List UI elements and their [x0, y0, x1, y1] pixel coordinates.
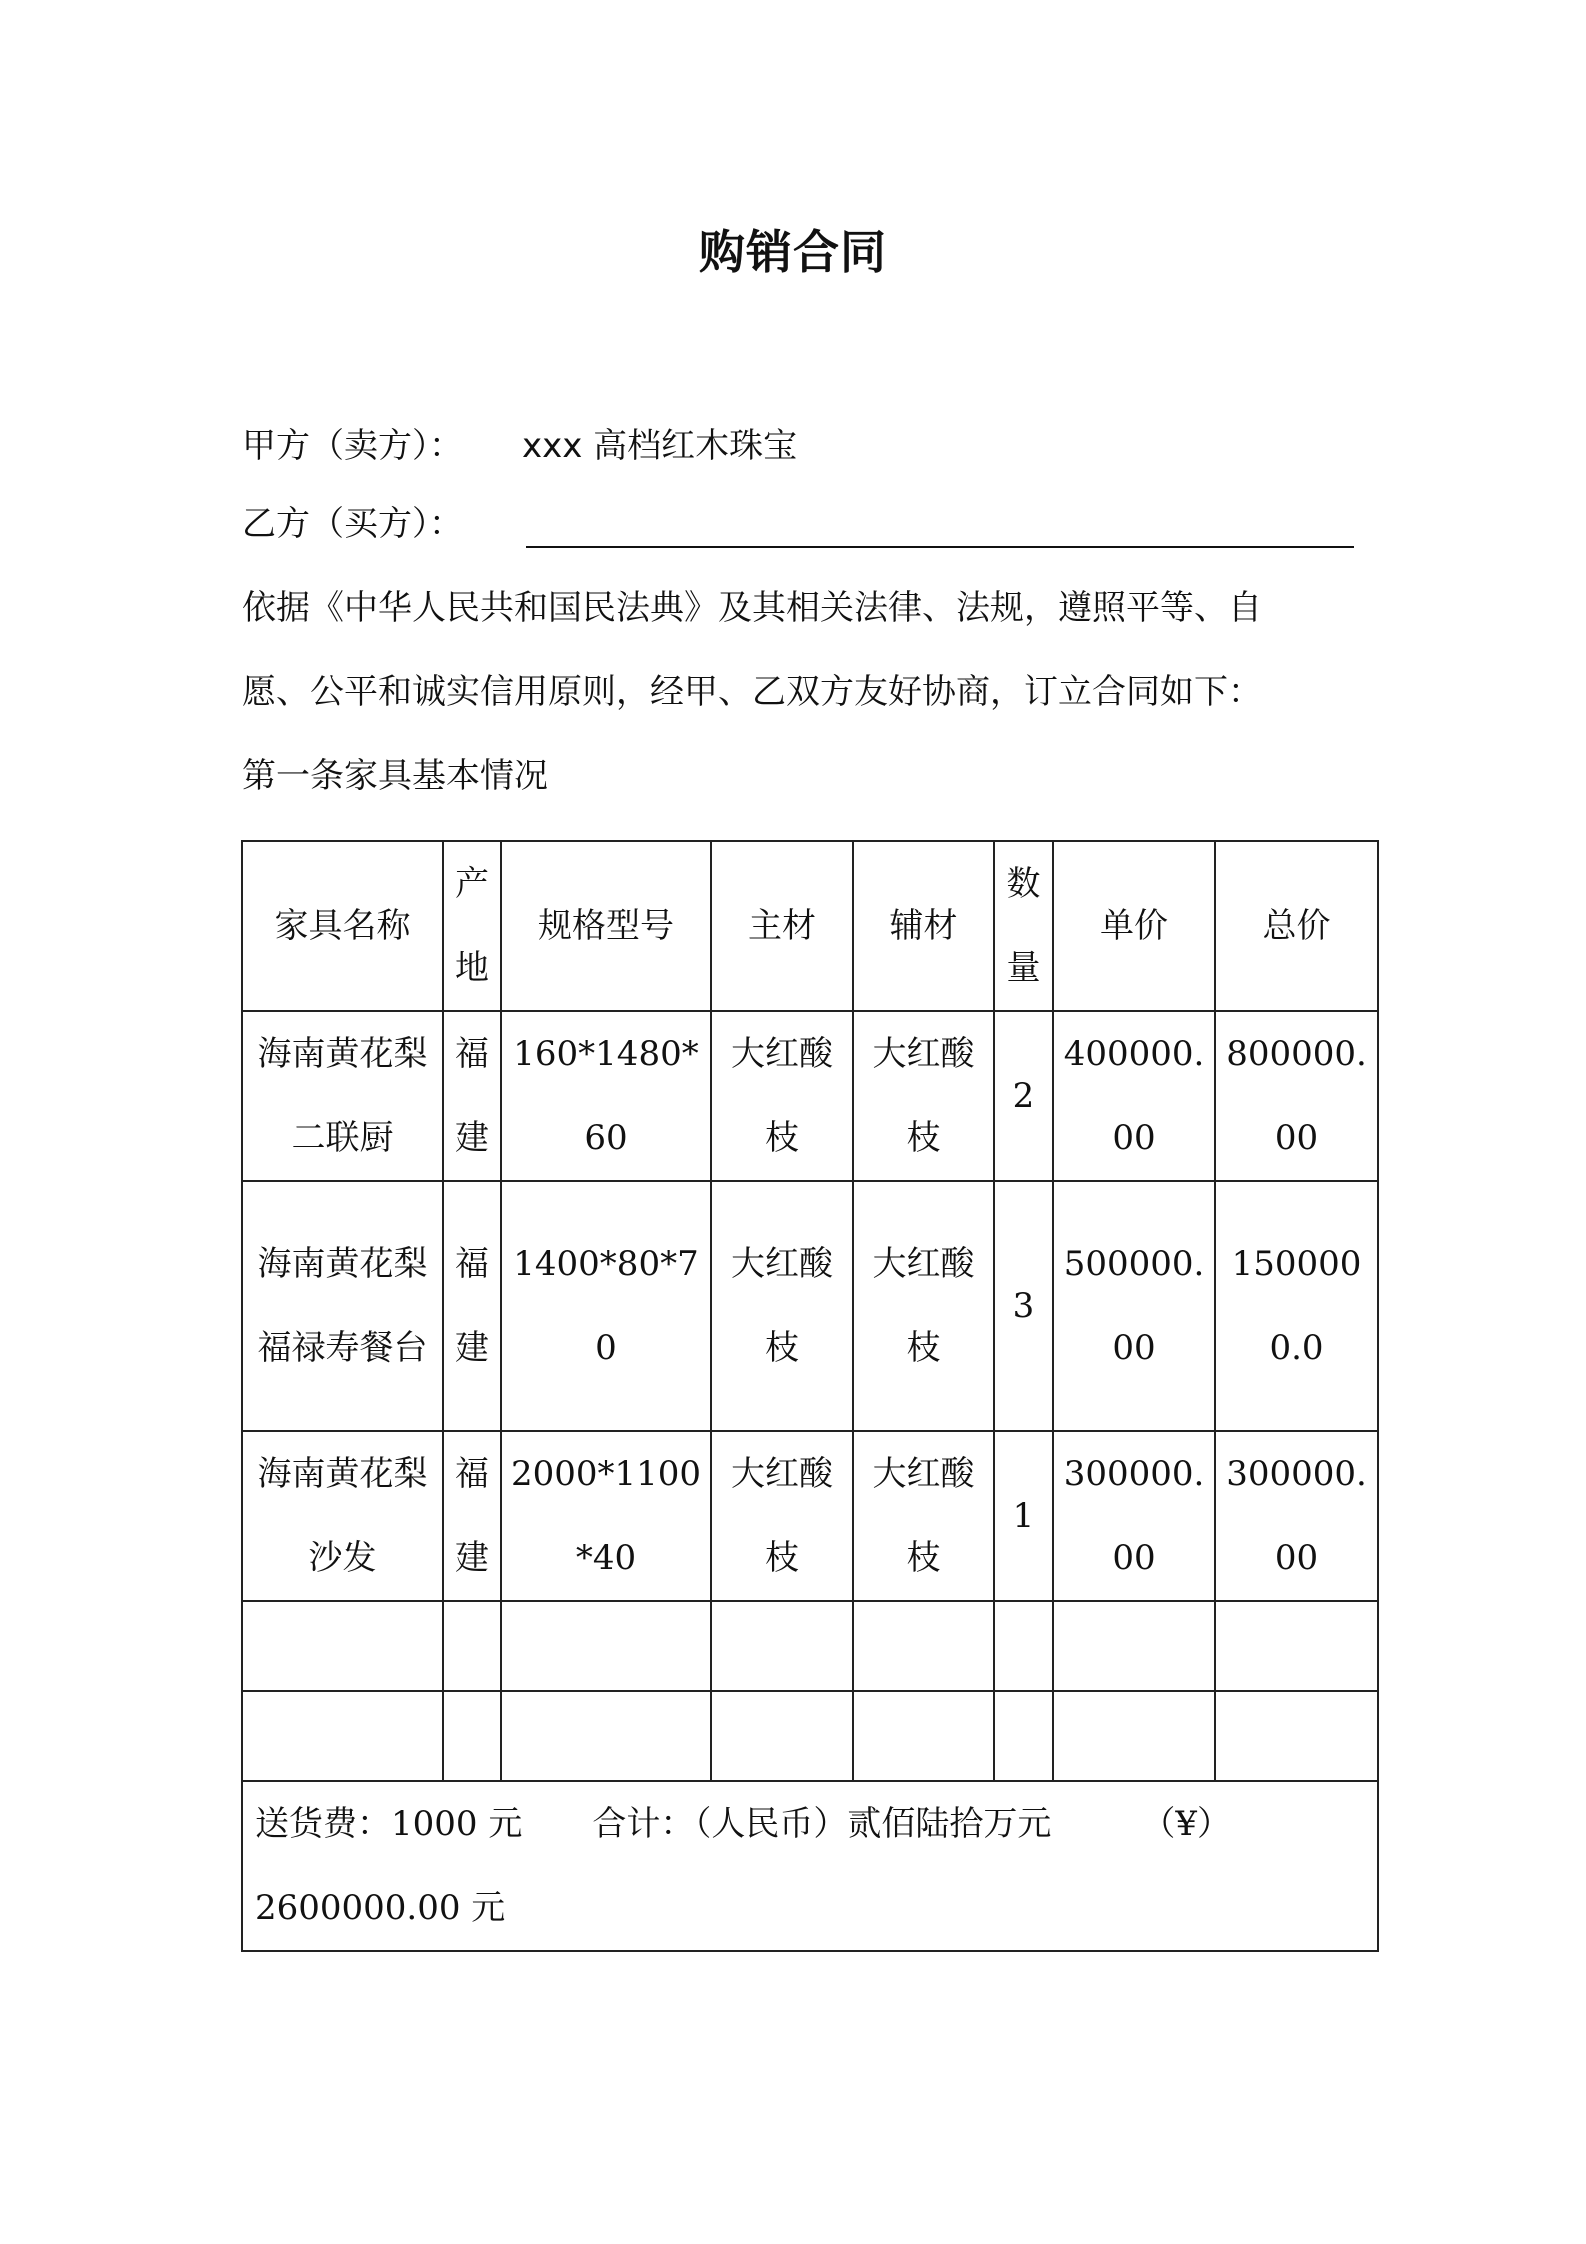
empty-cell: [711, 1601, 853, 1691]
cell-name: 海南黄花梨沙发: [242, 1431, 443, 1601]
empty-cell: [1053, 1601, 1215, 1691]
header-name: 家具名称: [242, 841, 443, 1011]
cell-total-price: 800000.00: [1215, 1011, 1378, 1181]
empty-cell: [443, 1601, 501, 1691]
header-unit-price: 单价: [1053, 841, 1215, 1011]
empty-cell: [501, 1691, 711, 1781]
empty-cell: [443, 1691, 501, 1781]
empty-cell: [1215, 1601, 1378, 1691]
cell-main-material: 大红酸枝: [711, 1181, 853, 1431]
empty-cell: [242, 1601, 443, 1691]
header-aux-material: 辅材: [853, 841, 994, 1011]
cell-quantity: 1: [994, 1431, 1053, 1601]
empty-cell: [1215, 1691, 1378, 1781]
cell-name: 海南黄花梨二联厨: [242, 1011, 443, 1181]
empty-table-row: [242, 1691, 1378, 1781]
cell-unit-price: 300000.00: [1053, 1431, 1215, 1601]
empty-cell: [853, 1601, 994, 1691]
party-a-label: 甲方（卖方）：: [242, 426, 463, 466]
empty-table-row: [242, 1601, 1378, 1691]
delivery-fee: 送货费：1000 元: [255, 1804, 523, 1844]
cell-origin: 福建: [443, 1431, 501, 1601]
empty-cell: [853, 1691, 994, 1781]
cell-main-material: 大红酸枝: [711, 1011, 853, 1181]
party-b-label: 乙方（买方）：: [242, 504, 463, 544]
table-row: [242, 1181, 1378, 1431]
total-amount: 2600000.00 元: [255, 1888, 506, 1928]
document-title: 购销合同: [699, 225, 887, 279]
table-footer-row: [242, 1781, 1378, 1951]
cell-aux-material: 大红酸枝: [853, 1181, 994, 1431]
intro-paragraph-line-1: 依据《中华人民共和国民法典》及其相关法律、法规，遵照平等、自: [242, 588, 1262, 628]
header-origin: 产地: [443, 841, 501, 1011]
cell-aux-material: 大红酸枝: [853, 1431, 994, 1601]
intro-paragraph-line-2: 愿、公平和诚实信用原则，经甲、乙双方友好协商，订立合同如下：: [242, 672, 1262, 712]
empty-cell: [501, 1601, 711, 1691]
party-b-blank-line: [526, 546, 1354, 548]
cell-spec: 1400*80*70: [501, 1181, 711, 1431]
header-spec: 规格型号: [501, 841, 711, 1011]
empty-cell: [994, 1601, 1053, 1691]
table-row: [242, 1011, 1378, 1181]
section-heading: 第一条家具基本情况: [242, 756, 548, 796]
empty-cell: [242, 1691, 443, 1781]
footer-cell: [242, 1781, 1378, 1951]
currency-symbol: （¥）: [1141, 1804, 1231, 1844]
header-total-price: 总价: [1215, 841, 1378, 1011]
cell-unit-price: 500000.00: [1053, 1181, 1215, 1431]
furniture-table: [241, 840, 1379, 1952]
header-quantity: 数量: [994, 841, 1053, 1011]
cell-aux-material: 大红酸枝: [853, 1011, 994, 1181]
cell-unit-price: 400000.00: [1053, 1011, 1215, 1181]
cell-origin: 福建: [443, 1181, 501, 1431]
cell-name: 海南黄花梨福禄寿餐台: [242, 1181, 443, 1431]
empty-cell: [994, 1691, 1053, 1781]
empty-cell: [1053, 1691, 1215, 1781]
cell-main-material: 大红酸枝: [711, 1431, 853, 1601]
cell-quantity: 3: [994, 1181, 1053, 1431]
table-row: [242, 1431, 1378, 1601]
cell-quantity: 2: [994, 1011, 1053, 1181]
cell-spec: 2000*1100*40: [501, 1431, 711, 1601]
cell-origin: 福建: [443, 1011, 501, 1181]
cell-total-price: 300000.00: [1215, 1431, 1378, 1601]
party-a-value: xxx 高档红木珠宝: [522, 426, 798, 466]
total-in-words: 合计：（人民币）贰佰陆拾万元: [592, 1804, 1052, 1844]
table-header-row: [242, 841, 1378, 1011]
header-main-material: 主材: [711, 841, 853, 1011]
empty-cell: [711, 1691, 853, 1781]
cell-spec: 160*1480*60: [501, 1011, 711, 1181]
cell-total-price: 1500000.0: [1215, 1181, 1378, 1431]
